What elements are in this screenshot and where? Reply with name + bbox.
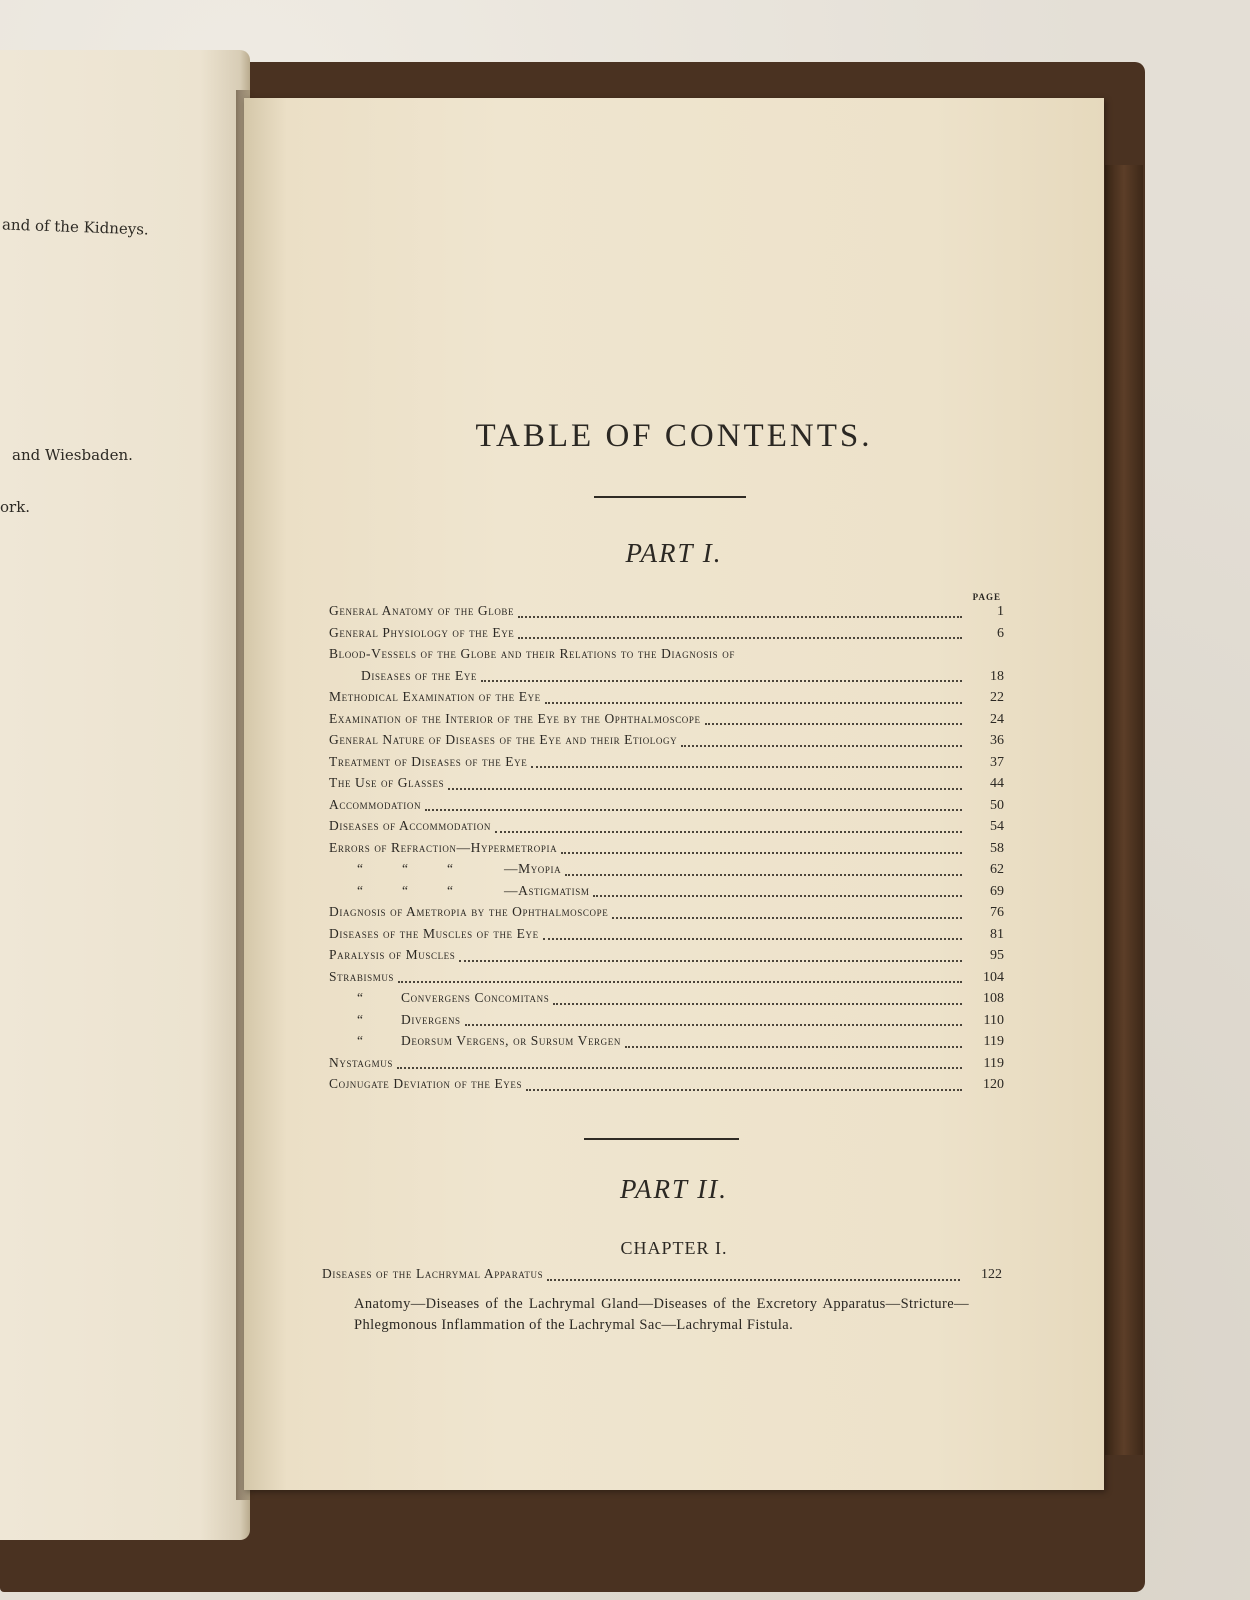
part-heading: PART II. — [619, 1174, 728, 1204]
left-page — [0, 50, 250, 1540]
toc-entry: “ Convergens Concomitans 108 — [357, 990, 1004, 1006]
toc-entry: Nystagmus 119 — [329, 1054, 1004, 1071]
toc-entry: Errors of Refraction—Hypermetropia 58 — [329, 839, 1004, 856]
toc-title: TABLE OF CONTENTS. — [475, 418, 873, 454]
ditto-marks: “ “ “ — [357, 882, 454, 898]
toc-entry: Diagnosis of Ametropia by the Ophthalmoscope 76 — [329, 904, 1004, 920]
toc-entry: Examination of the Interior of the Eye by the Ophthalmoscope 24 — [329, 710, 1004, 727]
page-column-label: PAGE — [972, 592, 1001, 602]
toc-entry: Methodical Examination of the Eye 22 — [329, 689, 1004, 705]
toc-list-part-1 — [329, 603, 1004, 1098]
toc-entry: “ Deorsum Vergens, or Sursum Vergen 119 — [357, 1033, 1004, 1049]
part-separator-rule — [584, 1138, 739, 1140]
title-rule — [594, 496, 746, 498]
left-page-line: ork. — [0, 498, 31, 516]
toc-list-part-2 — [322, 1266, 1002, 1288]
toc-entry: Treatment of Diseases of the Eye 37 — [329, 753, 1004, 770]
toc-entry: General Nature of Diseases of the Eye and their Etiology 36 — [329, 732, 1004, 748]
toc-entry: “ Divergens 110 — [357, 1011, 1004, 1028]
toc-entry: Diseases of the Muscles of the Eye 81 — [329, 925, 1004, 942]
ditto-marks: “ “ “ — [357, 861, 454, 876]
toc-entry: General Anatomy of the Globe 1 — [329, 603, 1004, 619]
toc-entry: Accommodation 50 — [329, 796, 1004, 813]
toc-entry: Diseases of the Eye 18 — [361, 667, 1004, 684]
left-page-line: and of the Kidneys. — [1, 215, 150, 239]
toc-entry: Cojnugate Deviation of the Eyes 120 — [329, 1076, 1004, 1092]
toc-entry: General Physiology of the Eye 6 — [329, 624, 1004, 641]
chapter-description: Anatomy—Diseases of the Lachrymal Gland—Diseases of the Excretory Apparatus—Stricture—Phlegmonous Inflammation of the Lachrymal Sac—Lachrymal Fistula. — [354, 1296, 969, 1333]
book-cover-edge — [1105, 165, 1143, 1455]
toc-entry: “ “ “ —Astigmatism 69 — [329, 883, 1004, 905]
toc-entry: Diseases of Accommodation 54 — [329, 818, 1004, 834]
left-page-line: and Wiesbaden. — [12, 446, 133, 464]
toc-entry: The Use of Glasses 44 — [329, 775, 1004, 791]
toc-entry: Paralysis of Muscles 95 — [329, 947, 1004, 963]
toc-entry: Strabismus 104 — [329, 968, 1004, 985]
toc-entry: Diseases of the Lachrymal Apparatus 122 — [322, 1266, 1002, 1282]
toc-entry: “ “ “ —Myopia 62 — [329, 861, 1004, 883]
part-heading: PART I. — [625, 538, 723, 568]
right-page — [244, 98, 1104, 1490]
toc-entry: Blood-Vessels of the Globe and their Relations to the Diagnosis of — [329, 646, 735, 661]
chapter-heading: CHAPTER I. — [620, 1238, 728, 1258]
